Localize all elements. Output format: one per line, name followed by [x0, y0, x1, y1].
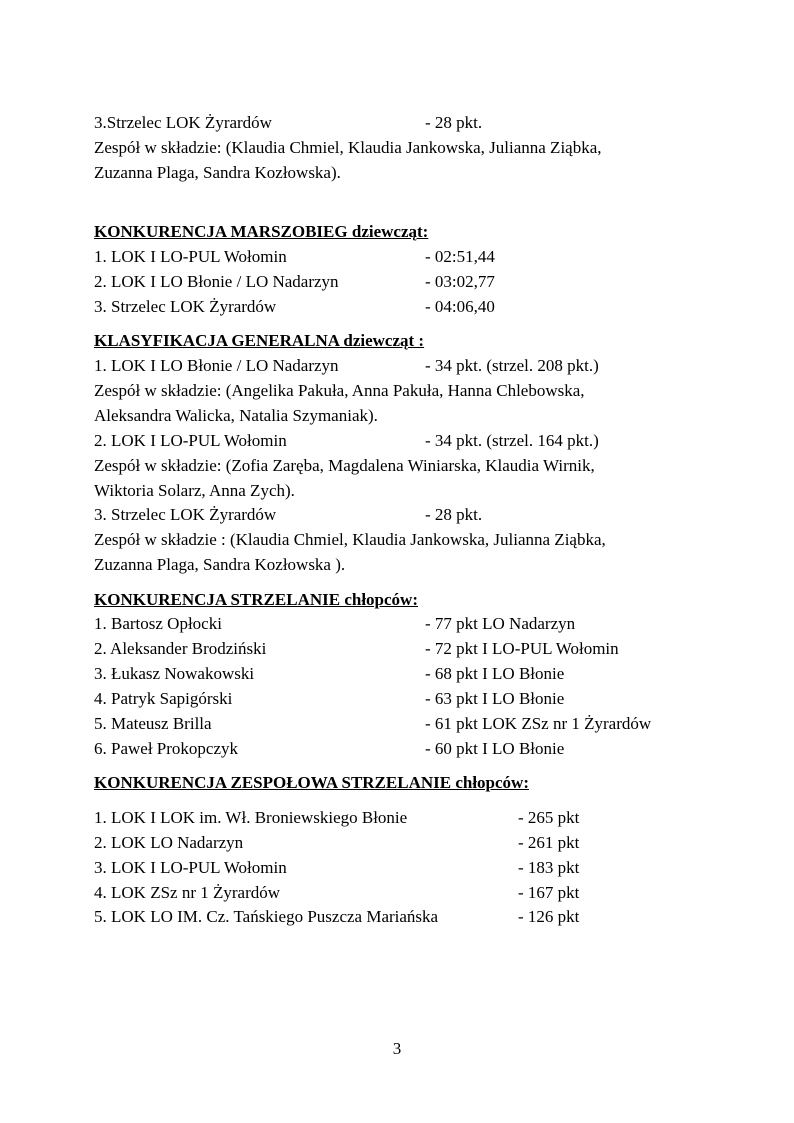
result-value: - 02:51,44	[425, 247, 495, 266]
result-name: 4. Patryk Sapigórski	[94, 689, 233, 708]
result-row	[94, 904, 580, 929]
result-name: 2. LOK I LO Błonie / LO Nadarzyn	[94, 272, 339, 291]
team-members-line: Zespół w składzie : (Klaudia Chmiel, Klaudia Jankowska, Julianna Ziąbka,	[94, 530, 606, 549]
team-members-line: Wiktoria Solarz, Anna Zych).	[94, 481, 295, 500]
result-row	[94, 110, 483, 135]
result-value: - 167 pkt	[518, 883, 580, 902]
result-name: 6. Paweł Prokopczyk	[94, 739, 239, 758]
result-row	[94, 711, 652, 736]
result-value: - 63 pkt I LO Błonie	[425, 689, 565, 708]
result-row	[94, 353, 599, 378]
result-value: - 34 pkt. (strzel. 164 pkt.)	[425, 431, 599, 450]
result-row	[94, 686, 565, 711]
result-name: 3.Strzelec LOK Żyrardów	[94, 113, 272, 132]
team-members-line: Zuzanna Plaga, Sandra Kozłowska).	[94, 163, 341, 182]
result-name: 5. LOK LO IM. Cz. Tańskiego Puszcza Mariańska	[94, 907, 439, 926]
result-value: - 261 pkt	[518, 833, 580, 852]
team-members-line: Zespół w składzie: (Angelika Pakuła, Anna Pakuła, Hanna Chlebowska,	[94, 381, 585, 400]
result-name: 3. Strzelec LOK Żyrardów	[94, 297, 277, 316]
section-heading-zespolowa: KONKURENCJA ZESPOŁOWA STRZELANIE chłopców:	[94, 773, 529, 792]
result-value: - 04:06,40	[425, 297, 495, 316]
result-name: 1. Bartosz Opłocki	[94, 614, 222, 633]
result-name: 4. LOK ZSz nr 1 Żyrardów	[94, 883, 281, 902]
result-row	[94, 428, 599, 453]
result-name: 1. LOK I LOK im. Wł. Broniewskiego Błonie	[94, 808, 408, 827]
result-row	[94, 855, 580, 880]
result-name: 2. LOK I LO-PUL Wołomin	[94, 431, 287, 450]
team-members-line: Zuzanna Plaga, Sandra Kozłowska ).	[94, 555, 346, 574]
result-name: 1. LOK I LO-PUL Wołomin	[94, 247, 287, 266]
result-row	[94, 880, 580, 905]
team-members-line: Aleksandra Walicka, Natalia Szymaniak).	[94, 406, 378, 425]
result-row	[94, 661, 565, 686]
result-value: - 265 pkt	[518, 808, 580, 827]
result-name: 2. LOK LO Nadarzyn	[94, 833, 244, 852]
section-heading-strzelanie: KONKURENCJA STRZELANIE chłopców:	[94, 590, 418, 609]
result-value: - 126 pkt	[518, 907, 580, 926]
result-row	[94, 736, 565, 761]
result-name: 3. Strzelec LOK Żyrardów	[94, 505, 277, 524]
result-name: 3. LOK I LO-PUL Wołomin	[94, 858, 287, 877]
page-number: 3	[392, 1039, 402, 1058]
result-value: - 68 pkt I LO Błonie	[425, 664, 565, 683]
result-name: 1. LOK I LO Błonie / LO Nadarzyn	[94, 356, 339, 375]
result-name: 2. Aleksander Brodziński	[94, 639, 267, 658]
result-value: - 61 pkt LOK ZSz nr 1 Żyrardów	[425, 714, 652, 733]
result-value: - 77 pkt LO Nadarzyn	[425, 614, 576, 633]
result-value: - 03:02,77	[425, 272, 495, 291]
result-row	[94, 830, 580, 855]
result-row	[94, 636, 619, 661]
result-row	[94, 294, 495, 319]
result-name: 3. Łukasz Nowakowski	[94, 664, 255, 683]
result-value: - 72 pkt I LO-PUL Wołomin	[425, 639, 619, 658]
result-row	[94, 502, 483, 527]
result-value: - 60 pkt I LO Błonie	[425, 739, 565, 758]
result-row	[94, 244, 495, 269]
result-row	[94, 611, 576, 636]
result-row	[94, 269, 495, 294]
team-members-line: Zespół w składzie: (Zofia Zaręba, Magdalena Winiarska, Klaudia Wirnik,	[94, 456, 595, 475]
result-row	[94, 805, 580, 830]
result-name: 5. Mateusz Brilla	[94, 714, 212, 733]
result-value: - 28 pkt.	[425, 505, 483, 524]
team-members-line: Zespół w składzie: (Klaudia Chmiel, Klaudia Jankowska, Julianna Ziąbka,	[94, 138, 602, 157]
result-value: - 183 pkt	[518, 858, 580, 877]
section-heading-marszobieg: KONKURENCJA MARSZOBIEG dziewcząt:	[94, 222, 429, 241]
section-heading-generalna: KLASYFIKACJA GENERALNA dziewcząt :	[94, 331, 425, 350]
result-value: - 34 pkt. (strzel. 208 pkt.)	[425, 356, 599, 375]
result-value: - 28 pkt.	[425, 113, 483, 132]
